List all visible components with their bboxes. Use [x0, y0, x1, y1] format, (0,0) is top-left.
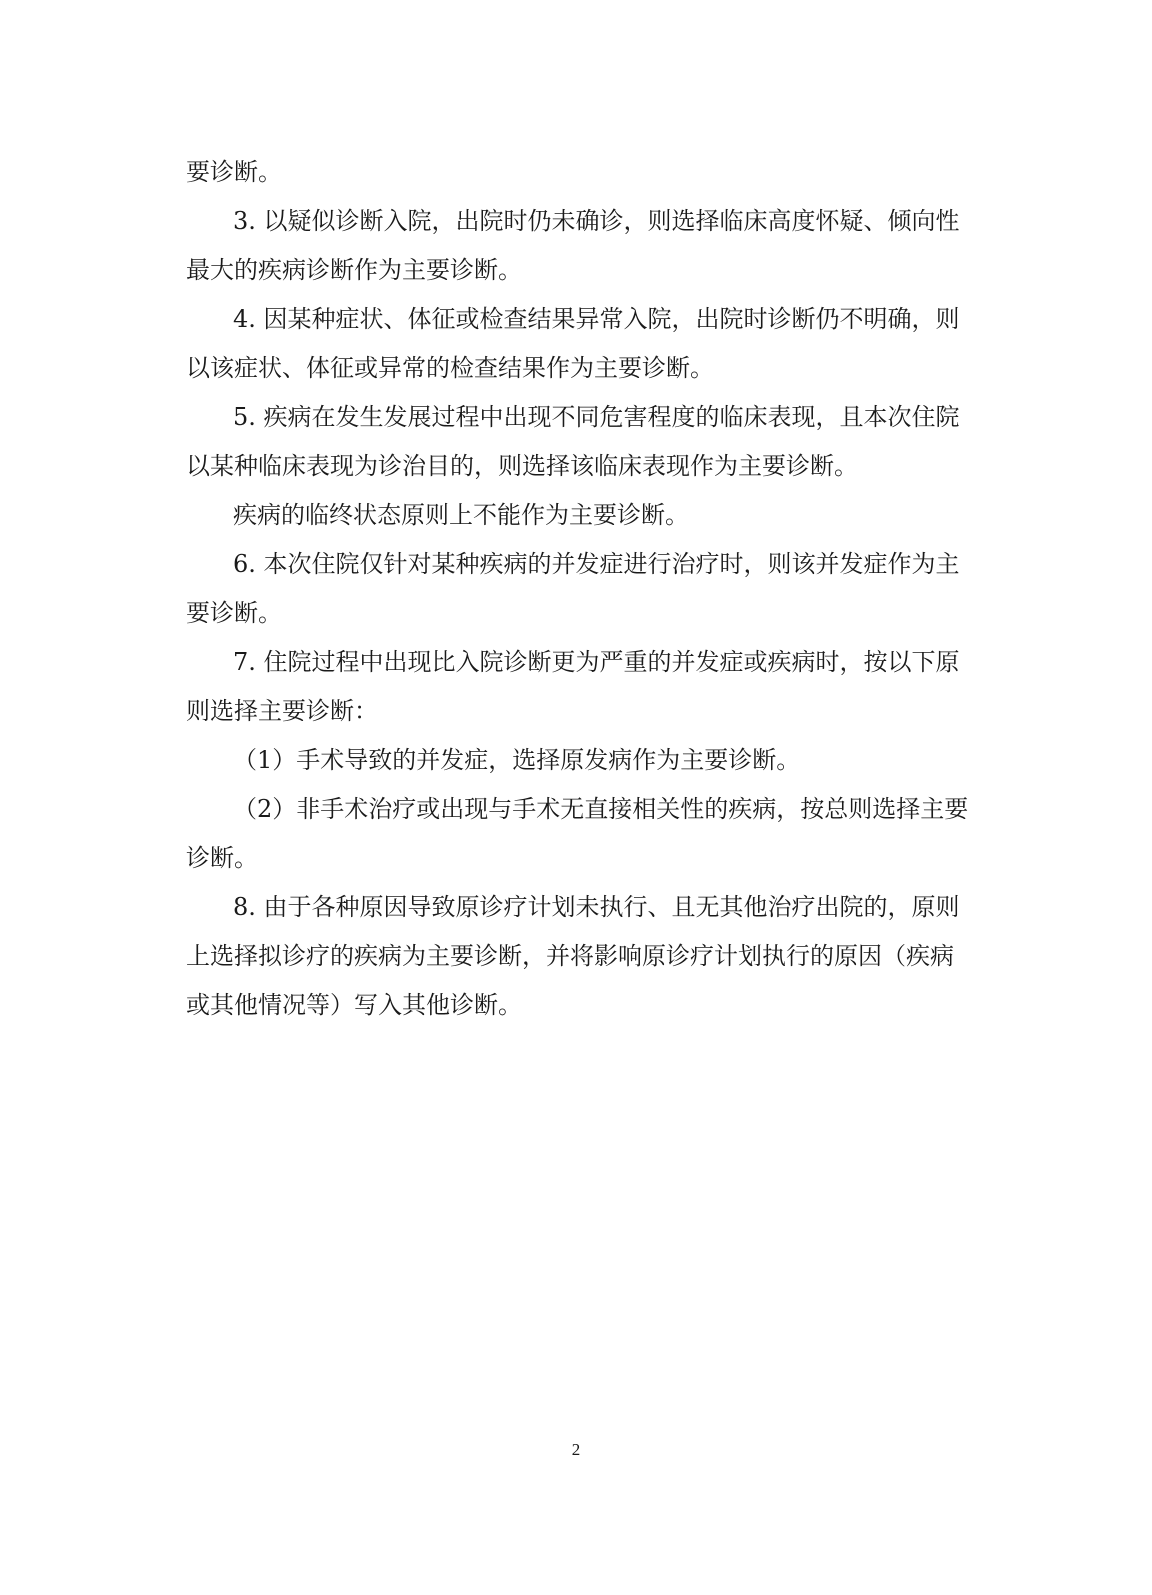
text-line: 4. 因某种症状、体征或检查结果异常入院，出院时诊断仍不明确，则 — [233, 305, 960, 333]
text-line: （1）手术导致的并发症，选择原发病作为主要诊断。 — [233, 746, 801, 774]
text-line: 8. 由于各种原因导致原诊疗计划未执行、且无其他治疗出院的，原则 — [233, 893, 960, 921]
text-line: 3. 以疑似诊断入院，出院时仍未确诊，则选择临床高度怀疑、倾向性 — [233, 207, 960, 235]
text-line: 6. 本次住院仅针对某种疾病的并发症进行治疗时，则该并发症作为主 — [233, 550, 960, 578]
text-line: 以该症状、体征或异常的检查结果作为主要诊断。 — [186, 354, 714, 382]
page-number: 2 — [571, 1440, 581, 1459]
text-line: 最大的疾病诊断作为主要诊断。 — [186, 256, 522, 284]
text-line: 5. 疾病在发生发展过程中出现不同危害程度的临床表现，且本次住院 — [233, 403, 960, 431]
text-line: 要诊断。 — [186, 158, 282, 186]
text-line: 或其他情况等）写入其他诊断。 — [186, 991, 522, 1019]
text-line: 则选择主要诊断： — [186, 697, 378, 725]
text-line: 上选择拟诊疗的疾病为主要诊断，并将影响原诊疗计划执行的原因（疾病 — [186, 942, 954, 970]
text-line: （2）非手术治疗或出现与手术无直接相关性的疾病，按总则选择主要 — [233, 795, 969, 823]
text-line: 7. 住院过程中出现比入院诊断更为严重的并发症或疾病时，按以下原 — [233, 648, 960, 676]
text-line: 要诊断。 — [186, 599, 282, 627]
text-line: 疾病的临终状态原则上不能作为主要诊断。 — [233, 501, 689, 529]
text-line: 以某种临床表现为诊治目的，则选择该临床表现作为主要诊断。 — [186, 452, 858, 480]
text-line: 诊断。 — [186, 844, 258, 872]
